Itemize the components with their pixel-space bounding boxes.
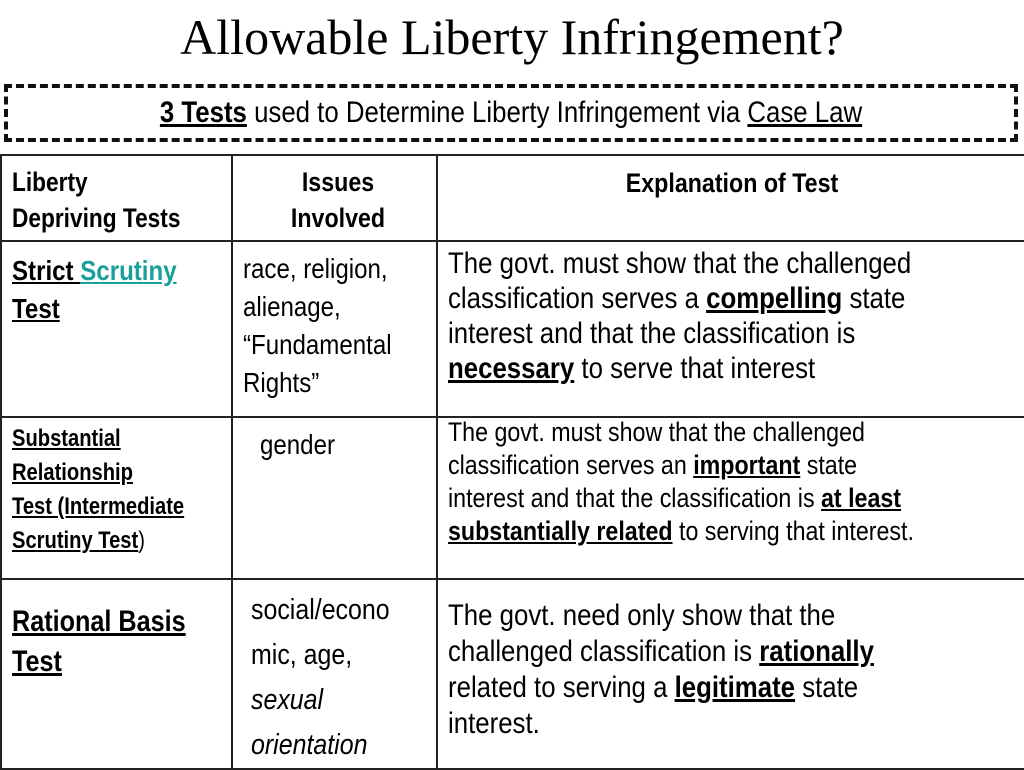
row3-expl-text: related to serving a bbox=[448, 671, 675, 704]
row1-test-strict: Strict bbox=[12, 255, 81, 286]
tests-table bbox=[0, 154, 1024, 770]
row1-issue: alienage, bbox=[243, 291, 341, 322]
row2-test-line: Relationship bbox=[12, 459, 133, 486]
subtitle-middle: used to Determine Liberty Infringement via bbox=[246, 96, 748, 129]
row3-issues bbox=[232, 579, 437, 769]
row2-issue: gender bbox=[260, 429, 335, 460]
header-col3-label: Explanation of Test bbox=[625, 168, 839, 198]
header-col1 bbox=[1, 155, 232, 241]
row2-expl-important: important bbox=[693, 450, 801, 480]
row1-issue: race, religion, bbox=[243, 253, 388, 284]
header-col2-line2: Involved bbox=[290, 203, 386, 233]
row3-explanation bbox=[437, 579, 1024, 769]
row1-test bbox=[1, 241, 232, 417]
row2-test bbox=[1, 417, 232, 579]
row3-test-line: Test bbox=[12, 645, 62, 678]
row2-expl-line: The govt. must show that the challenged bbox=[448, 417, 865, 447]
subtitle-link: Case Law bbox=[747, 96, 863, 129]
subtitle bbox=[78, 96, 943, 130]
header-col1-line2: Depriving Tests bbox=[12, 203, 181, 233]
row2-expl-at-least: at least bbox=[821, 483, 902, 513]
table-row bbox=[1, 241, 1024, 417]
row2-expl-substantially-related: substantially related bbox=[448, 516, 673, 546]
page-title: Allowable Liberty Infringement? bbox=[180, 9, 844, 65]
row2-expl-text: state bbox=[800, 450, 858, 480]
row3-expl-line: The govt. need only show that the bbox=[448, 599, 836, 632]
header-row bbox=[1, 155, 1024, 241]
row1-issue: “Fundamental bbox=[243, 329, 392, 360]
row1-expl-line: interest and that the classification is bbox=[448, 317, 856, 350]
row3-issue: orientation bbox=[251, 729, 368, 761]
row2-explanation bbox=[437, 417, 1024, 579]
row1-issue: Rights” bbox=[243, 367, 320, 398]
row3-expl-text: challenged classification is bbox=[448, 635, 760, 668]
row1-expl-compelling: compelling bbox=[706, 282, 843, 315]
row3-expl-rationally: rationally bbox=[759, 635, 874, 668]
row3-issue: social/econo bbox=[251, 594, 390, 626]
header-col2 bbox=[232, 155, 437, 241]
row1-issues bbox=[232, 241, 437, 417]
row3-expl-text: state bbox=[795, 671, 859, 704]
row2-test-paren: ) bbox=[138, 527, 145, 554]
row1-expl-text: state bbox=[842, 282, 906, 315]
row1-expl-necessary: necessary bbox=[448, 352, 575, 385]
header-col2-line1: Issues bbox=[301, 167, 375, 197]
row3-test-line: Rational Basis bbox=[12, 605, 186, 638]
row2-test-line: Substantial bbox=[12, 425, 121, 452]
header-col1-line1: Liberty bbox=[12, 167, 88, 197]
header-col3 bbox=[437, 155, 1024, 241]
row3-expl-legitimate: legitimate bbox=[674, 671, 796, 704]
row2-test-line: Scrutiny Test bbox=[12, 527, 139, 554]
row2-expl-text: classification serves an bbox=[448, 450, 694, 480]
subtitle-box bbox=[4, 84, 1018, 142]
row2-issues bbox=[232, 417, 437, 579]
table-row bbox=[1, 417, 1024, 579]
row1-expl-line: The govt. must show that the challenged bbox=[448, 247, 912, 280]
row2-test-line: Test (Intermediate bbox=[12, 493, 185, 520]
row1-test-scrutiny: Scrutiny bbox=[80, 255, 177, 286]
table-row bbox=[1, 579, 1024, 769]
row1-expl-text: to serve that interest bbox=[574, 352, 816, 385]
row3-expl-line: interest. bbox=[448, 707, 540, 740]
row3-test bbox=[1, 579, 232, 769]
row3-issue: mic, age, bbox=[251, 639, 353, 671]
row1-explanation bbox=[437, 241, 1024, 417]
row3-issue: sexual bbox=[251, 684, 324, 716]
row2-expl-text: interest and that the classification is bbox=[448, 483, 822, 513]
row1-expl-text: classification serves a bbox=[448, 282, 707, 315]
subtitle-bold: 3 Tests bbox=[159, 96, 247, 129]
row2-expl-text: to serving that interest. bbox=[672, 516, 914, 546]
row1-test-word: Test bbox=[12, 293, 60, 324]
